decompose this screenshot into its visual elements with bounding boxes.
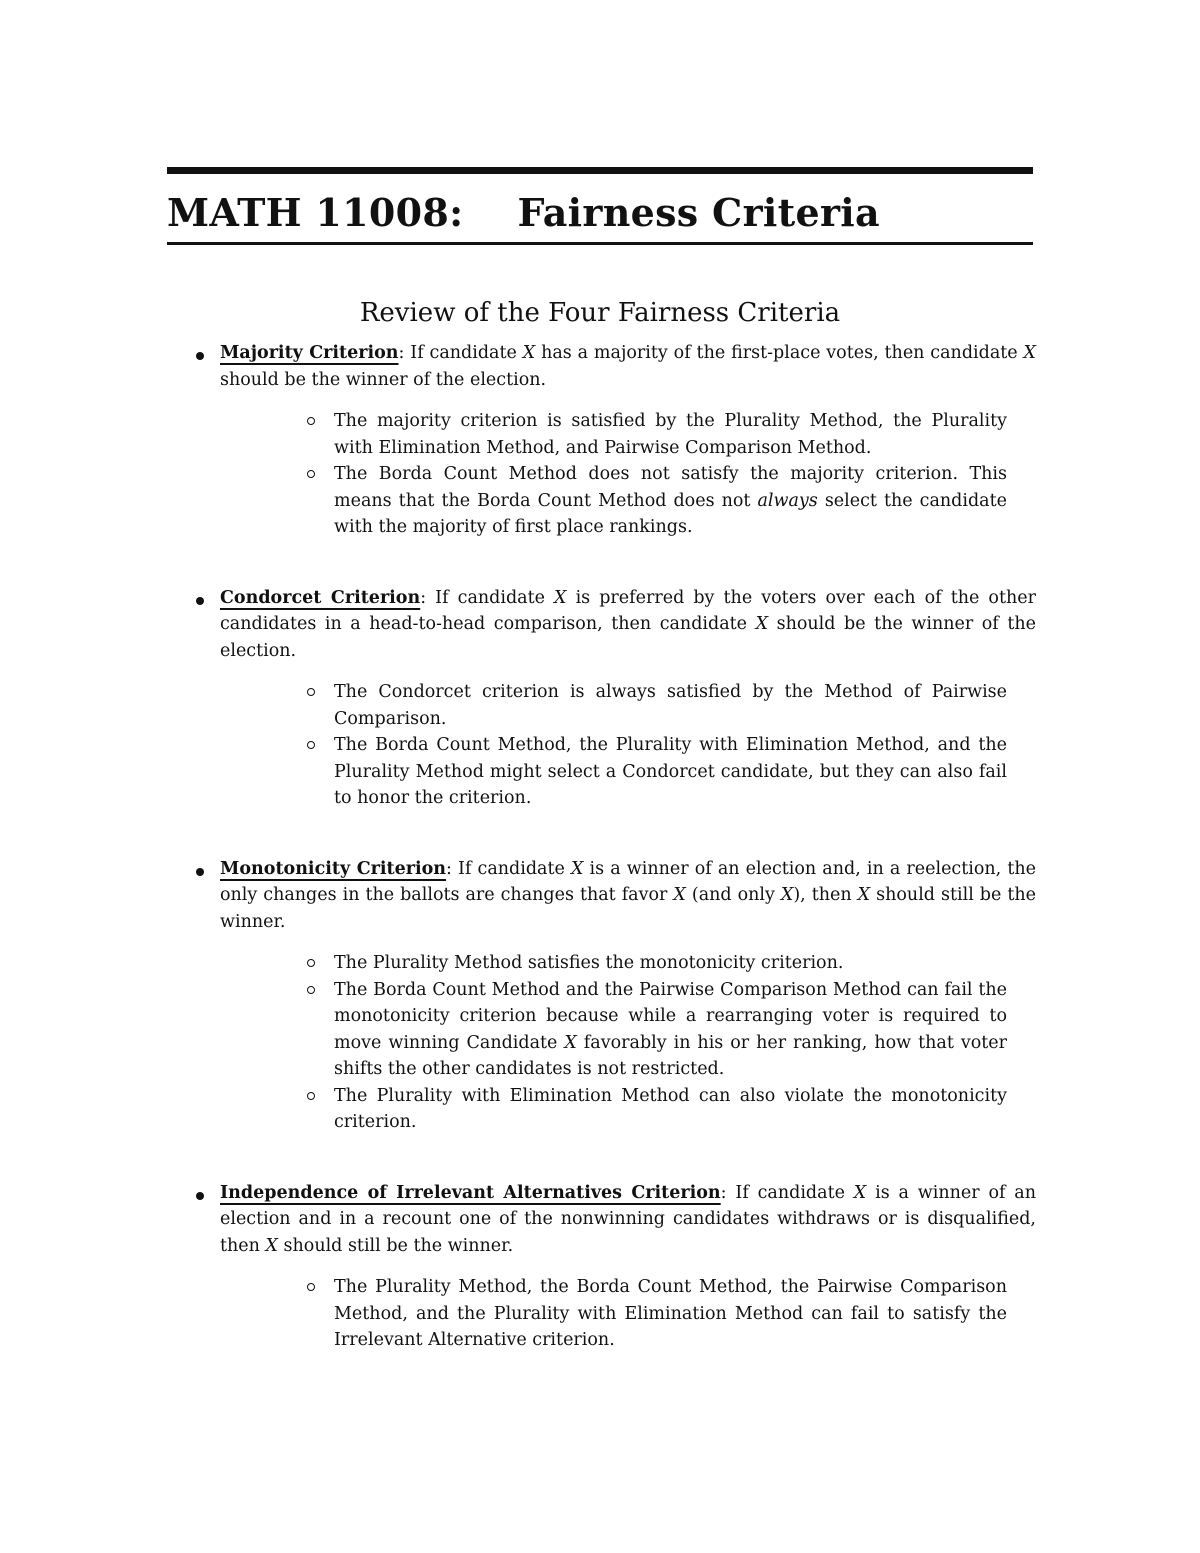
bullet-icon (196, 597, 204, 605)
circle-bullet-icon (307, 741, 315, 749)
bullet-icon (196, 868, 204, 876)
criterion-condorcet (196, 585, 1036, 812)
circle-bullet-icon (307, 688, 315, 696)
sub-point (307, 950, 1007, 977)
emphasis-text: always (757, 490, 818, 511)
sub-point (307, 461, 1007, 541)
circle-bullet-icon (307, 1092, 315, 1100)
sub-point-text: The Condorcet criterion is always satisfied by the Method of Pairwise Comparison. (334, 682, 1007, 729)
criterion-definition-text: is preferred by the voters over each of the other candidates in a head-to-head comparison, then candidate (220, 587, 1036, 634)
variable-x: X (853, 1182, 867, 1203)
criterion-name: Independence of Irrelevant Alternatives Criterion (220, 1182, 721, 1203)
variable-x: X (673, 885, 686, 905)
sub-point-list (307, 679, 1007, 812)
criterion-definition-text: has a majority of the first-place votes, then candidate (535, 343, 1024, 363)
sub-point-text: select the candidate with the majority of first place rankings. (334, 490, 1007, 537)
sub-point (307, 1083, 1007, 1136)
variable-x: X (857, 885, 871, 905)
sub-point-text: The majority criterion is satisfied by the Plurality Method, the Plurality with Elimination Method, and Pairwise Comparison Method. (334, 411, 1007, 458)
sub-point-text: The Borda Count Method, the Plurality with Elimination Method, and the Plurality Method might select a Condorcet candidate, but they can also fail to honor the criterion. (334, 735, 1007, 808)
criterion-monotonicity (196, 856, 1036, 1136)
header-top-rule (167, 167, 1033, 174)
criterion-definition-text: is a winner of an election and, in a reelection, the only changes in the ballots are changes that favor (220, 858, 1036, 905)
criterion-definition-text: : If candidate (446, 858, 571, 879)
sub-point (307, 732, 1007, 812)
variable-x: X (522, 343, 536, 363)
criterion-independence-irrelevant-alternatives (196, 1180, 1036, 1354)
sub-point-text: The Borda Count Method does not satisfy the majority criterion. This means that the Borda Count Method does not (334, 464, 1007, 511)
sub-point-text: The Borda Count Method and the Pairwise Comparison Method can fail the monotonicity criterion because while a rearranging voter is required to move winning Candidate (334, 979, 1007, 1053)
criterion-name: Monotonicity Criterion (220, 858, 447, 879)
criterion-definition-text: (and only (685, 885, 781, 905)
variable-x: X (554, 587, 567, 608)
sub-point-list (307, 408, 1007, 541)
variable-x: X (570, 858, 584, 879)
section-heading: Review of the Four Fairness Criteria (359, 298, 841, 328)
criterion-definition-text: should be the winner of the election. (220, 369, 547, 390)
variable-x: X (755, 614, 769, 634)
sub-point (307, 977, 1007, 1083)
sub-point (307, 408, 1007, 461)
variable-x: X (564, 1032, 577, 1053)
criterion-definition-text: : If candidate (720, 1182, 854, 1203)
bullet-icon (196, 1192, 204, 1200)
page-title: MATH 11008: Fairness Criteria (167, 190, 880, 235)
criterion-name: Condorcet Criterion (220, 587, 421, 608)
criterion-name: Majority Criterion (220, 343, 399, 363)
sub-point-text: The Plurality Method satisfies the monotonicity criterion. (334, 953, 844, 973)
header-bottom-rule (167, 242, 1033, 245)
variable-x: X (1023, 343, 1036, 363)
criteria-list (196, 340, 1036, 1354)
sub-point-list (307, 950, 1007, 1136)
criterion-definition-text: is a winner of an election and in a recount one of the nonwinning candidates withdraws or is disqualified, then (220, 1182, 1037, 1256)
sub-point (307, 1274, 1007, 1354)
criterion-definition-text: should still be the winner. (277, 1235, 514, 1256)
sub-point-list (307, 1274, 1007, 1354)
circle-bullet-icon (307, 417, 315, 425)
circle-bullet-icon (307, 1283, 315, 1291)
circle-bullet-icon (307, 986, 315, 994)
sub-point-text: The Plurality with Elimination Method can also violate the monotonicity criterion. (334, 1085, 1007, 1132)
sub-point-text: The Plurality Method, the Borda Count Method, the Pairwise Comparison Method, and the Plurality with Elimination Method can fail to satisfy the Irrelevant Alternative criterion. (334, 1277, 1007, 1350)
criterion-majority (196, 340, 1036, 541)
criterion-definition-text: : If candidate (398, 343, 523, 363)
criterion-definition-text: should be the winner of the election. (220, 614, 1037, 661)
sub-point-text: favorably in his or her ranking, how that voter shifts the other candidates is not restricted. (334, 1032, 1007, 1079)
sub-point (307, 679, 1007, 732)
variable-x: X (780, 885, 794, 905)
criterion-definition-text: should still be the winner. (220, 885, 1036, 932)
circle-bullet-icon (307, 470, 315, 478)
circle-bullet-icon (307, 959, 315, 967)
bullet-icon (196, 352, 204, 360)
criterion-definition-text: ), then (793, 885, 858, 905)
criterion-definition-text: : If candidate (420, 587, 555, 608)
variable-x: X (265, 1235, 278, 1256)
